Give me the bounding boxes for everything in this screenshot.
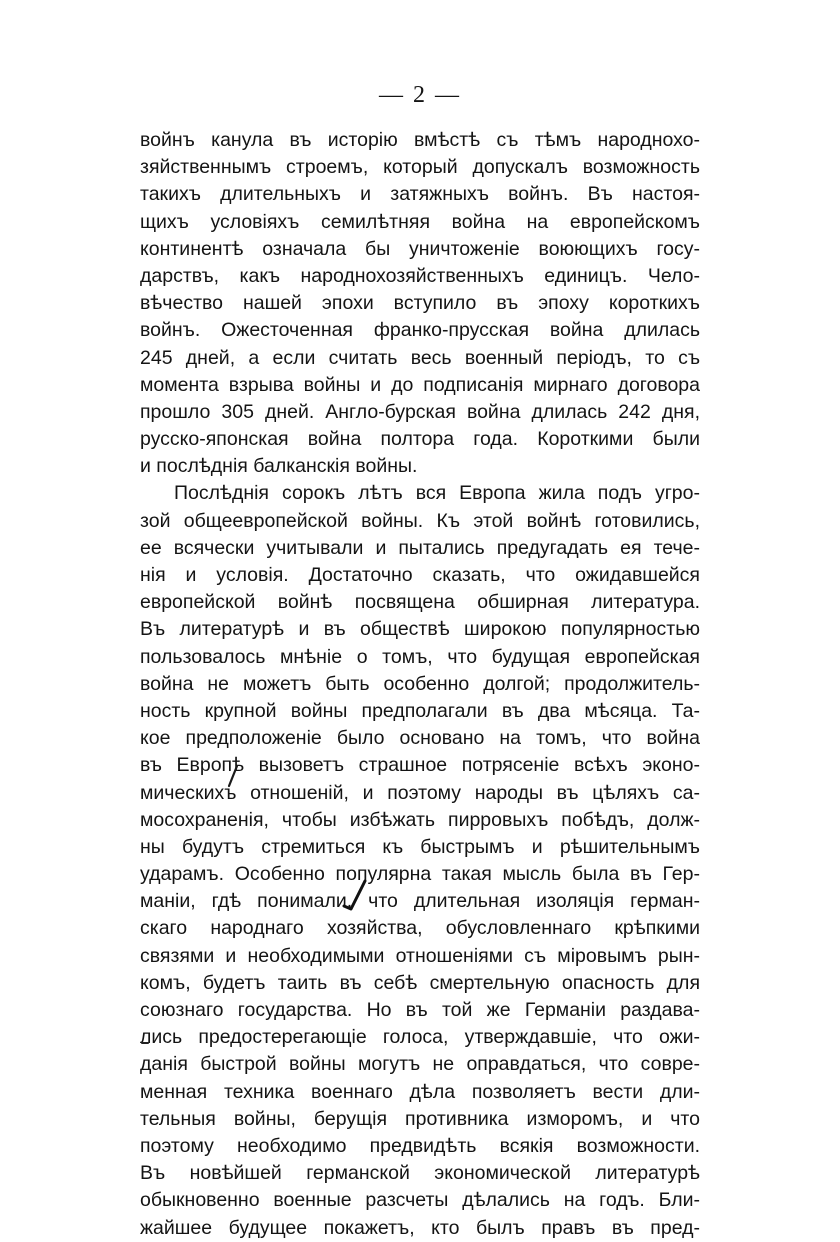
text-line: момента взрыва войны и до подписанія мирнаго договора	[140, 373, 700, 396]
text-line: данія быстрой войны могутъ не оправдаться, что совре-	[140, 1053, 700, 1076]
text-line: тельныя войны, берущія противника изморомъ, и что	[140, 1107, 700, 1130]
text-line: щихъ условіяхъ семилѣтняя война на европейскомъ	[140, 210, 700, 233]
page-number: — 2 —	[379, 82, 461, 108]
text-line: пользовалось мнѣніе о томъ, что будущая европейская	[140, 645, 700, 668]
text-line: прошло 305 дней. Англо-бурская война длилась 242 дня,	[140, 400, 700, 423]
text-line: лись предостерегающіе голоса, утверждавшіе, что ожи-	[140, 1026, 700, 1049]
text-line: скаго народнаго хозяйства, обусловленнаго крѣпкими	[140, 917, 700, 940]
text-line: связями и необходимыми отношеніями съ міровымъ рын-	[140, 944, 700, 967]
text-line: обыкновенно военные разсчеты дѣлались на годъ. Бли-	[140, 1189, 700, 1212]
text-line: война не можетъ быть особенно долгой; продолжитель-	[140, 672, 700, 695]
text-line: комъ, будетъ таить въ себѣ смертельную опасность для	[140, 971, 700, 994]
paragraph-1	[140, 127, 700, 480]
text-line: жайшее будущее покажетъ, кто былъ правъ въ пред-	[140, 1216, 700, 1239]
text-line: ны будутъ стремиться къ быстрымъ и рѣшительнымъ	[140, 835, 700, 858]
text-line: ударамъ. Особенно популярна такая мысль была въ Гер-	[140, 863, 700, 886]
text-line: войнъ. Ожесточенная франко-прусская война длилась	[140, 319, 700, 342]
text-line: такихъ длительныхъ и затяжныхъ войнъ. Въ настоя-	[140, 183, 700, 206]
text-line: ность крупной войны предполагали въ два мѣсяца. Та-	[140, 699, 700, 722]
text-line: русско-японская война полтора года. Короткими были	[140, 428, 700, 451]
text-line: зой общеевропейской войны. Къ этой войнѣ готовились,	[140, 509, 700, 532]
text-line: Въ новѣйшей германской экономической литературѣ	[140, 1162, 700, 1185]
paragraph-2	[140, 480, 700, 1241]
text-line: ее всячески учитывали и пытались предугадать ея тече-	[140, 536, 700, 559]
text-line: менная техника военнаго дѣла позволяетъ вести дли-	[140, 1080, 700, 1103]
text-line: маніи, гдѣ понимали, что длительная изоляція герман-	[140, 890, 700, 913]
text-line: войнъ канула въ исторію вмѣстѣ съ тѣмъ народнохо-	[140, 129, 700, 151]
text-line: поэтому необходимо предвидѣть всякія возможности.	[140, 1134, 700, 1157]
text-line: европейской войнѣ посвящена обширная литература.	[140, 591, 700, 614]
text-body	[140, 127, 700, 1242]
text-line: и послѣднія балканскія войны.	[140, 455, 418, 478]
text-line: вѣчество нашей эпохи вступило въ эпоху короткихъ	[140, 292, 700, 315]
text-line: Въ литературѣ и въ обществѣ широкою популярностью	[140, 618, 700, 641]
text-line: дарствъ, какъ народнохозяйственныхъ единицъ. Чело-	[140, 264, 700, 287]
text-line: союзнаго государства. Но въ той же Германіи раздава-	[140, 999, 700, 1021]
text-line: нія и условія. Достаточно сказать, что ожидавшейся	[140, 564, 700, 586]
text-line: въ Европѣ вызоветъ страшное потрясеніе всѣхъ эконо-	[140, 754, 700, 777]
text-line: зяйственнымъ строемъ, который допускалъ возможность	[140, 156, 700, 179]
text-line: Послѣднія сорокъ лѣтъ вся Европа жила подъ угро-	[174, 482, 700, 505]
text-line: континентѣ означала бы уничтоженіе воюющихъ госу-	[140, 237, 700, 260]
text-line: мическихъ отношеній, и поэтому народы въ цѣляхъ са-	[140, 781, 700, 804]
text-line: мосохраненія, чтобы избѣжать пирровыхъ побѣдъ, долж-	[140, 808, 700, 831]
text-line: кое предположеніе было основано на томъ, что война	[140, 727, 700, 750]
text-line: 245 дней, а если считать весь военный періодъ, то съ	[140, 346, 700, 369]
